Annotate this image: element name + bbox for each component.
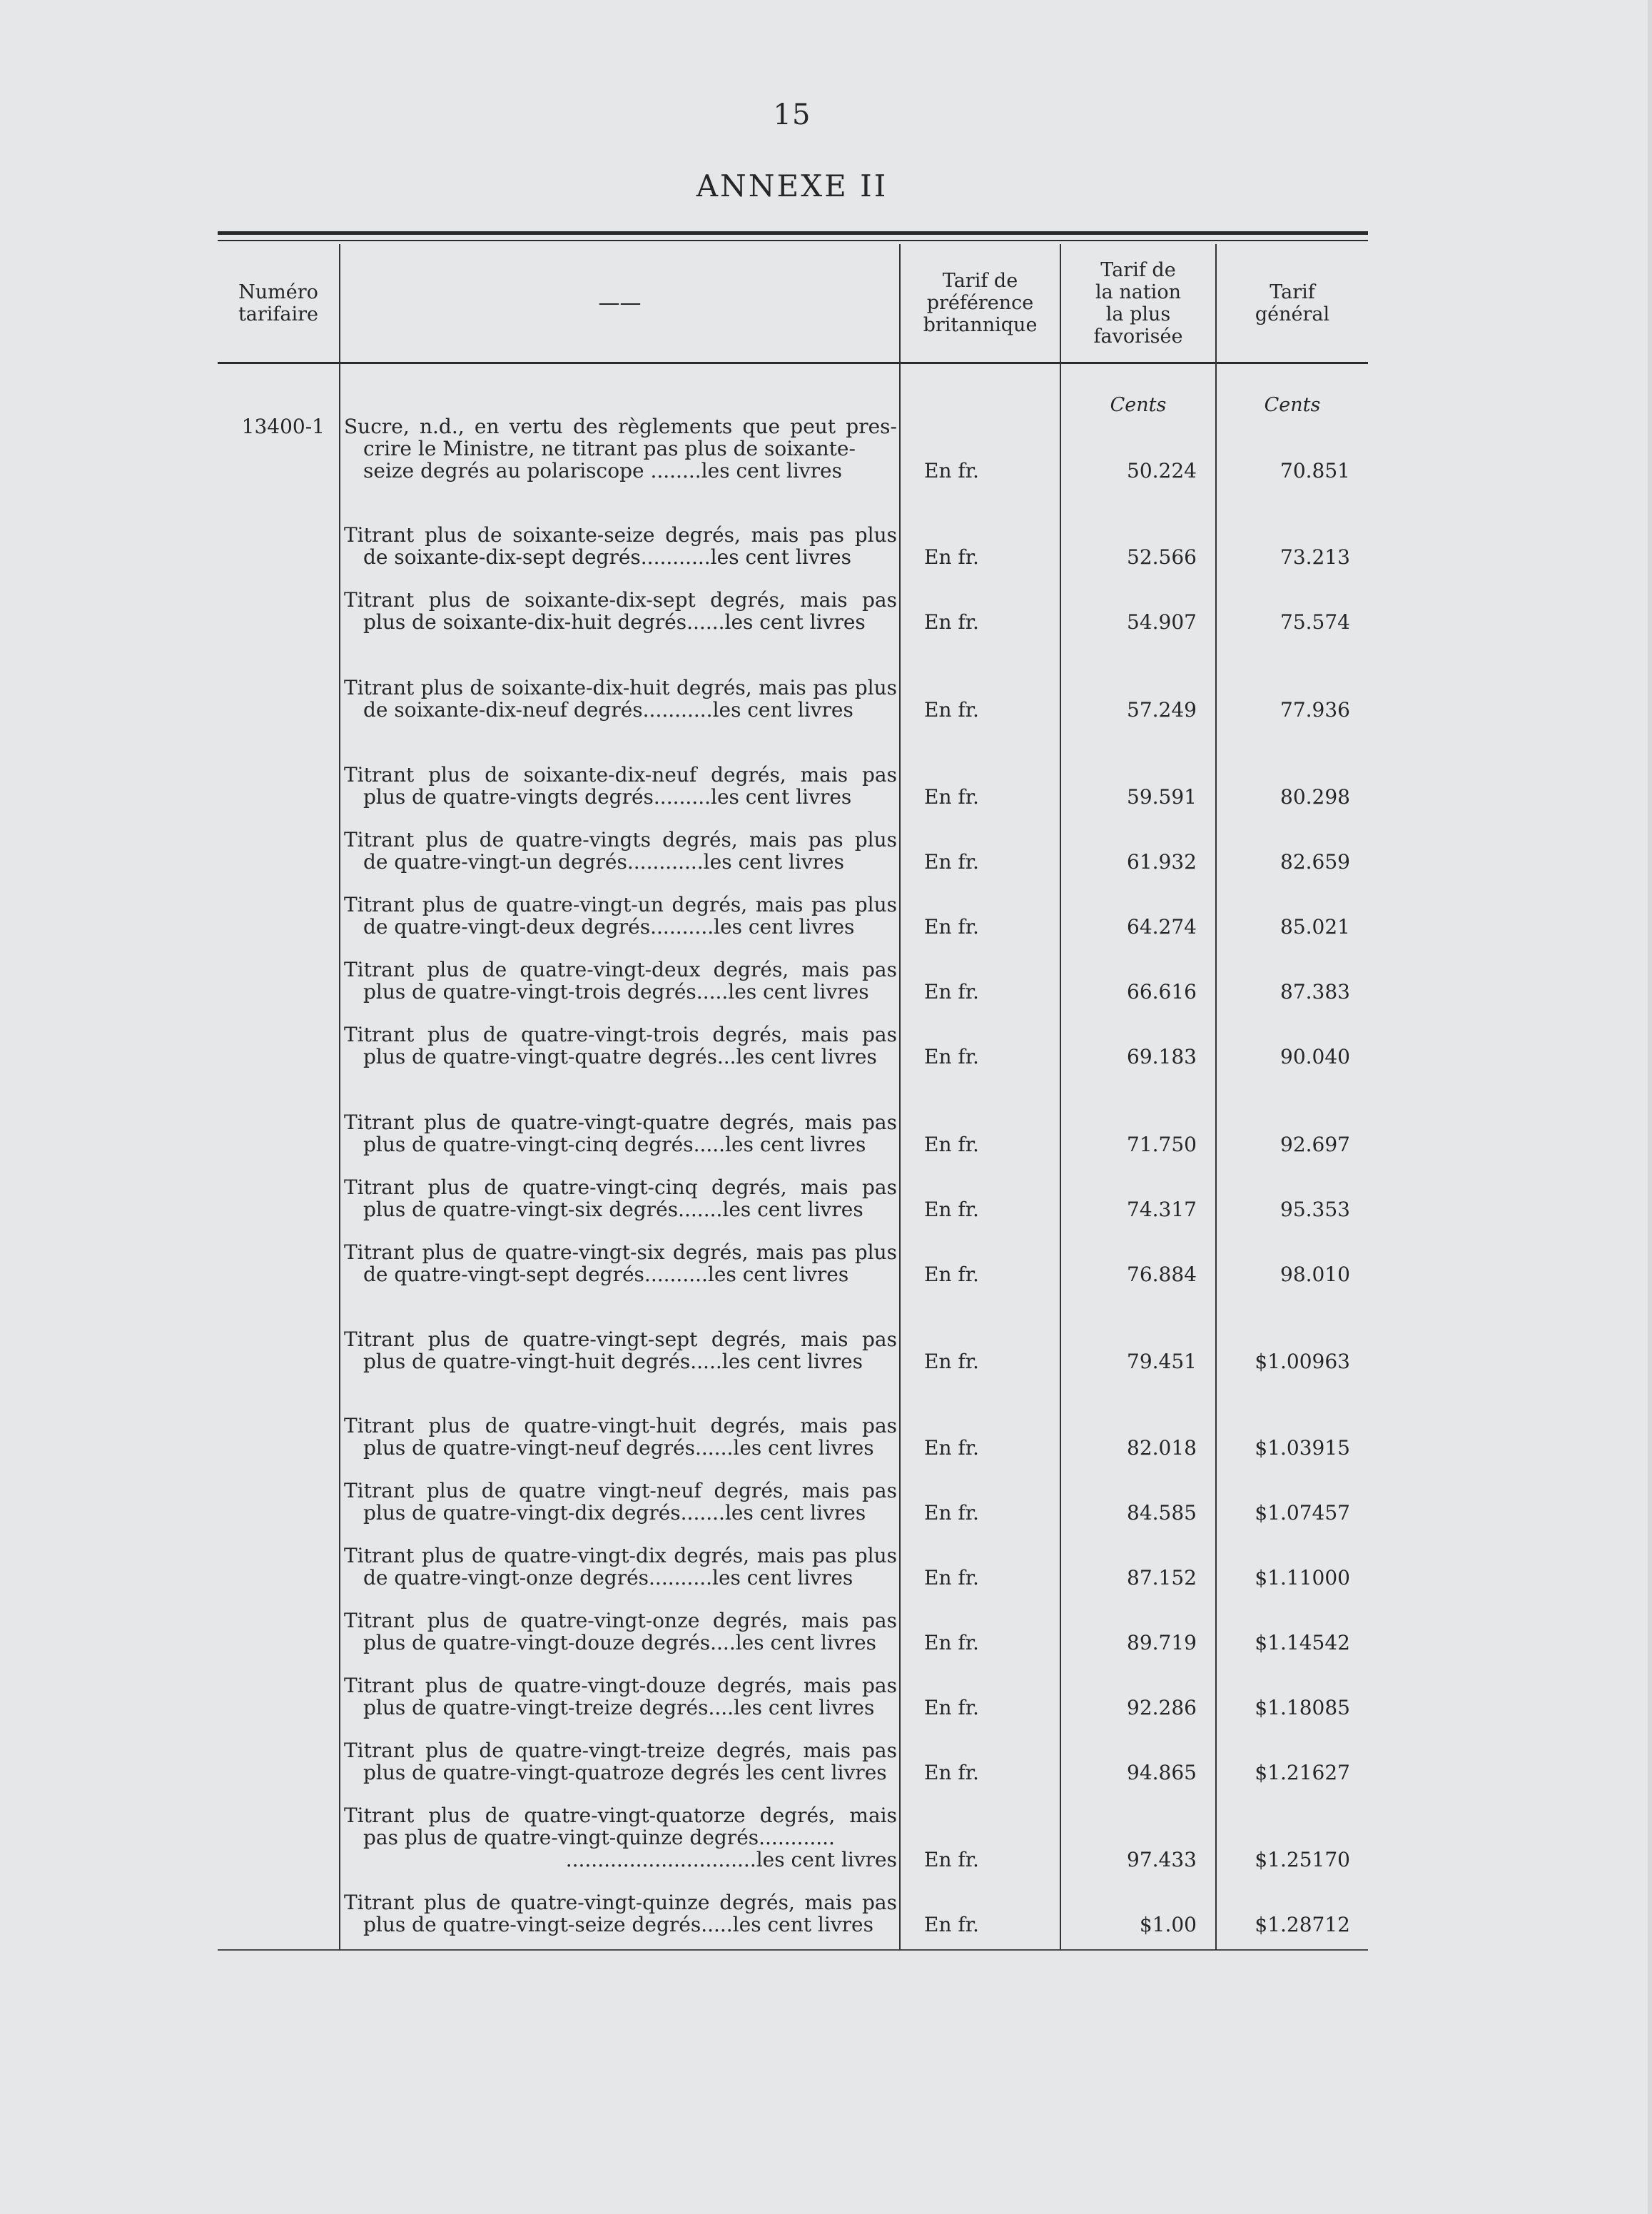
description-line: Titrant plus de quatre-vingt-un degrés, mais pas plus <box>344 893 897 916</box>
description-line: Titrant plus de quatre-vingt-douze degrés, mais pas <box>344 1674 897 1697</box>
row-description <box>344 1241 897 1285</box>
description-line: Titrant plus de soixante-dix-neuf degrés, mais pas <box>344 763 897 787</box>
table-bottom-rule <box>218 1949 1368 1951</box>
row-description <box>344 1545 897 1589</box>
description-line: plus de quatre-vingt-douze degrés....les cent livres <box>363 1631 877 1654</box>
page-edge <box>1648 0 1652 2214</box>
description-line: Titrant plus de soixante-seize degrés, mais pas plus <box>344 523 897 547</box>
description-line: Titrant plus de quatre-vingt-cinq degrés, mais pas <box>344 1176 897 1199</box>
row-description <box>344 1176 897 1220</box>
mfn-rate: 87.152 <box>1127 1566 1197 1589</box>
row-description <box>344 1609 897 1654</box>
mfn-rate: 92.286 <box>1127 1696 1197 1719</box>
description-line: plus de quatre-vingt-quatre degrés...les cent livres <box>363 1045 877 1068</box>
tariff-number: 13400-1 <box>241 415 325 438</box>
description-line: plus de quatre-vingt-quatroze degrés les cent livres <box>363 1761 887 1784</box>
mfn-rate: 74.317 <box>1127 1198 1197 1221</box>
row-description <box>344 1023 897 1068</box>
mfn-rate: 71.750 <box>1127 1133 1197 1156</box>
general-rate: $1.00963 <box>1255 1350 1350 1373</box>
description-line: Titrant plus de soixante-dix-huit degrés, mais pas plus <box>344 676 897 699</box>
row-description <box>344 959 897 1003</box>
description-line: Sucre, n.d., en vertu des règlements que peut pres- <box>344 415 897 438</box>
row-description <box>344 894 897 938</box>
header-line: favorisée <box>1093 325 1183 348</box>
description-line: de soixante-dix-neuf degrés...........les cent livres <box>363 698 853 722</box>
mfn-rate: 89.719 <box>1127 1631 1197 1654</box>
row-description <box>344 524 897 568</box>
mfn-rate: 84.585 <box>1127 1501 1197 1525</box>
description-line: plus de quatre-vingt-cinq degrés.....les cent livres <box>363 1133 866 1156</box>
column-divider <box>1060 244 1061 1950</box>
header-general <box>1217 244 1368 362</box>
description-line: Titrant plus de quatre-vingt-quinze degrés, mais pas <box>344 1891 897 1914</box>
description-line: plus de quatre-vingt-huit degrés.....les cent livres <box>363 1350 863 1373</box>
british-rate: En fr. <box>924 459 979 482</box>
mfn-rate: 94.865 <box>1127 1761 1197 1784</box>
general-rate: $1.11000 <box>1255 1566 1350 1589</box>
description-line: plus de soixante-dix-huit degrés......les cent livres <box>363 610 866 634</box>
description-line: de quatre-vingt-deux degrés..........les cent livres <box>363 915 855 939</box>
header-description <box>340 244 899 362</box>
row-description <box>344 1804 897 1871</box>
description-line: Titrant plus de quatre-vingt-sept degrés, mais pas <box>344 1328 897 1351</box>
british-rate: En fr. <box>924 850 979 874</box>
header-line: britannique <box>923 314 1038 336</box>
british-rate: En fr. <box>924 915 979 939</box>
row-description <box>344 1674 897 1719</box>
mfn-rate: 52.566 <box>1127 545 1197 569</box>
description-line: de quatre-vingt-un degrés............les cent livres <box>363 850 844 874</box>
general-rate: 75.574 <box>1280 610 1350 634</box>
british-rate: En fr. <box>924 1133 979 1156</box>
mfn-rate: 76.884 <box>1127 1263 1197 1286</box>
general-rate: $1.21627 <box>1255 1761 1350 1784</box>
british-rate: En fr. <box>924 1566 979 1589</box>
general-rate: 82.659 <box>1280 850 1350 874</box>
mfn-rate: 64.274 <box>1127 915 1197 939</box>
general-rate: $1.03915 <box>1255 1436 1350 1460</box>
description-line: plus de quatre-vingt-dix degrés.......les cent livres <box>363 1501 866 1525</box>
header-line: Tarif <box>1270 280 1315 303</box>
description-line: Titrant plus de quatre-vingt-huit degrés, mais pas <box>344 1414 897 1437</box>
general-rate: 98.010 <box>1280 1263 1350 1286</box>
description-line: seize degrés au polariscope ........les cent livres <box>363 459 842 482</box>
description-line: Titrant plus de quatre-vingt-deux degrés, mais pas <box>344 958 897 981</box>
row-description <box>344 1328 897 1373</box>
general-rate: $1.28712 <box>1255 1913 1350 1936</box>
mfn-rate: 59.591 <box>1127 785 1197 809</box>
description-line: plus de quatre-vingt-trois degrés.....les cent livres <box>363 980 869 1004</box>
mfn-rate: 79.451 <box>1127 1350 1197 1373</box>
british-rate: En fr. <box>924 545 979 569</box>
description-line: Titrant plus de quatre-vingt-treize degrés, mais pas <box>344 1739 897 1762</box>
description-line: Titrant plus de quatre-vingt-onze degrés, mais pas <box>344 1609 897 1632</box>
row-description <box>344 1739 897 1784</box>
general-rate: 92.697 <box>1280 1133 1350 1156</box>
general-rate: 80.298 <box>1280 785 1350 809</box>
units-label-mfn: Cents <box>1110 394 1167 416</box>
row-description <box>344 1415 897 1459</box>
british-rate: En fr. <box>924 1263 979 1286</box>
general-rate: 87.383 <box>1280 980 1350 1004</box>
row-description <box>344 829 897 873</box>
description-line: pas plus de quatre-vingt-quinze degrés............ <box>363 1826 835 1849</box>
page-number: 15 <box>773 98 811 131</box>
british-rate: En fr. <box>924 1761 979 1784</box>
mfn-rate: 97.433 <box>1127 1848 1197 1871</box>
mfn-rate: 50.224 <box>1127 459 1197 482</box>
row-description <box>344 589 897 633</box>
description-line: ..............................les cent livres <box>565 1848 897 1871</box>
general-rate: 90.040 <box>1280 1045 1350 1068</box>
british-rate: En fr. <box>924 1848 979 1871</box>
description-line: plus de quatre-vingt-seize degrés.....les cent livres <box>363 1913 873 1936</box>
mfn-rate: 69.183 <box>1127 1045 1197 1068</box>
description-line: plus de quatre-vingts degrés.........les cent livres <box>363 785 852 809</box>
header-most-favoured-nation <box>1061 244 1215 362</box>
description-line: Titrant plus de quatre-vingts degrés, mais pas plus <box>344 828 897 851</box>
british-rate: En fr. <box>924 610 979 634</box>
page-title: ANNEXE II <box>696 168 888 203</box>
description-line: de soixante-dix-sept degrés...........les cent livres <box>363 545 851 569</box>
header-bottom-rule <box>218 362 1368 364</box>
description-line: Titrant plus de quatre-vingt-six degrés, mais pas plus <box>344 1240 897 1264</box>
general-rate: 85.021 <box>1280 915 1350 939</box>
description-line: crire le Ministre, ne titrant pas plus de soixante- <box>363 437 856 460</box>
row-description <box>344 1111 897 1156</box>
description-line: plus de quatre-vingt-neuf degrés......les cent livres <box>363 1436 874 1460</box>
general-rate: 70.851 <box>1280 459 1350 482</box>
british-rate: En fr. <box>924 1913 979 1936</box>
mfn-rate: 82.018 <box>1127 1436 1197 1460</box>
british-rate: En fr. <box>924 1631 979 1654</box>
column-divider <box>1215 244 1217 1950</box>
mfn-rate: 66.616 <box>1127 980 1197 1004</box>
row-description <box>344 677 897 721</box>
header-line: préférence <box>926 292 1034 314</box>
general-rate: $1.18085 <box>1255 1696 1350 1719</box>
general-rate: 73.213 <box>1280 545 1350 569</box>
units-label-general: Cents <box>1264 394 1321 416</box>
table-top-rule-thin <box>218 240 1368 241</box>
table-top-rule <box>218 231 1368 235</box>
description-line: Titrant plus de quatre-vingt-dix degrés, mais pas plus <box>344 1544 897 1567</box>
tariff-table <box>218 231 1368 1951</box>
british-rate: En fr. <box>924 785 979 809</box>
header-british-preferential <box>901 244 1060 362</box>
description-line: de quatre-vingt-onze degrés..........les cent livres <box>363 1566 853 1589</box>
british-rate: En fr. <box>924 1436 979 1460</box>
row-description <box>344 1891 897 1936</box>
description-line: Titrant plus de quatre-vingt-quatre degrés, mais pas <box>344 1111 897 1134</box>
mfn-rate: 57.249 <box>1127 698 1197 722</box>
british-rate: En fr. <box>924 1045 979 1068</box>
header-line: la plus <box>1105 303 1171 325</box>
description-line: Titrant plus de quatre-vingt-trois degrés, mais pas <box>344 1023 897 1046</box>
description-line: plus de quatre-vingt-treize degrés....les cent livres <box>363 1696 875 1719</box>
header-line: Tarif de <box>1100 258 1176 281</box>
row-description <box>344 764 897 808</box>
header-line: général <box>1255 303 1330 325</box>
header-line: Tarif de <box>942 270 1018 292</box>
general-rate: 95.353 <box>1280 1198 1350 1221</box>
mfn-rate: 61.932 <box>1127 850 1197 874</box>
description-line: Titrant plus de quatre vingt-neuf degrés, mais pas <box>344 1479 897 1502</box>
header-line: la nation <box>1095 280 1181 303</box>
description-line: de quatre-vingt-sept degrés..........les cent livres <box>363 1263 849 1286</box>
british-rate: En fr. <box>924 698 979 722</box>
header-line: Numéro <box>238 280 318 303</box>
column-divider <box>899 244 901 1950</box>
description-line: Titrant plus de quatre-vingt-quatorze degrés, mais <box>344 1804 897 1827</box>
description-line: plus de quatre-vingt-six degrés.......les cent livres <box>363 1198 863 1221</box>
general-rate: 77.936 <box>1280 698 1350 722</box>
header-line: tarifaire <box>238 303 319 325</box>
mfn-rate: $1.00 <box>1139 1913 1197 1936</box>
british-rate: En fr. <box>924 980 979 1004</box>
column-divider <box>339 244 340 1950</box>
general-rate: $1.14542 <box>1255 1631 1350 1654</box>
description-line: Titrant plus de soixante-dix-sept degrés, mais pas <box>344 588 897 612</box>
row-description <box>344 1480 897 1524</box>
british-rate: En fr. <box>924 1696 979 1719</box>
general-rate: $1.25170 <box>1255 1848 1350 1871</box>
row-description <box>344 415 897 482</box>
mfn-rate: 54.907 <box>1127 610 1197 634</box>
header-dash: —— <box>598 290 642 315</box>
british-rate: En fr. <box>924 1350 979 1373</box>
general-rate: $1.07457 <box>1255 1501 1350 1525</box>
header-tariff-number <box>218 244 339 362</box>
british-rate: En fr. <box>924 1198 979 1221</box>
british-rate: En fr. <box>924 1501 979 1525</box>
